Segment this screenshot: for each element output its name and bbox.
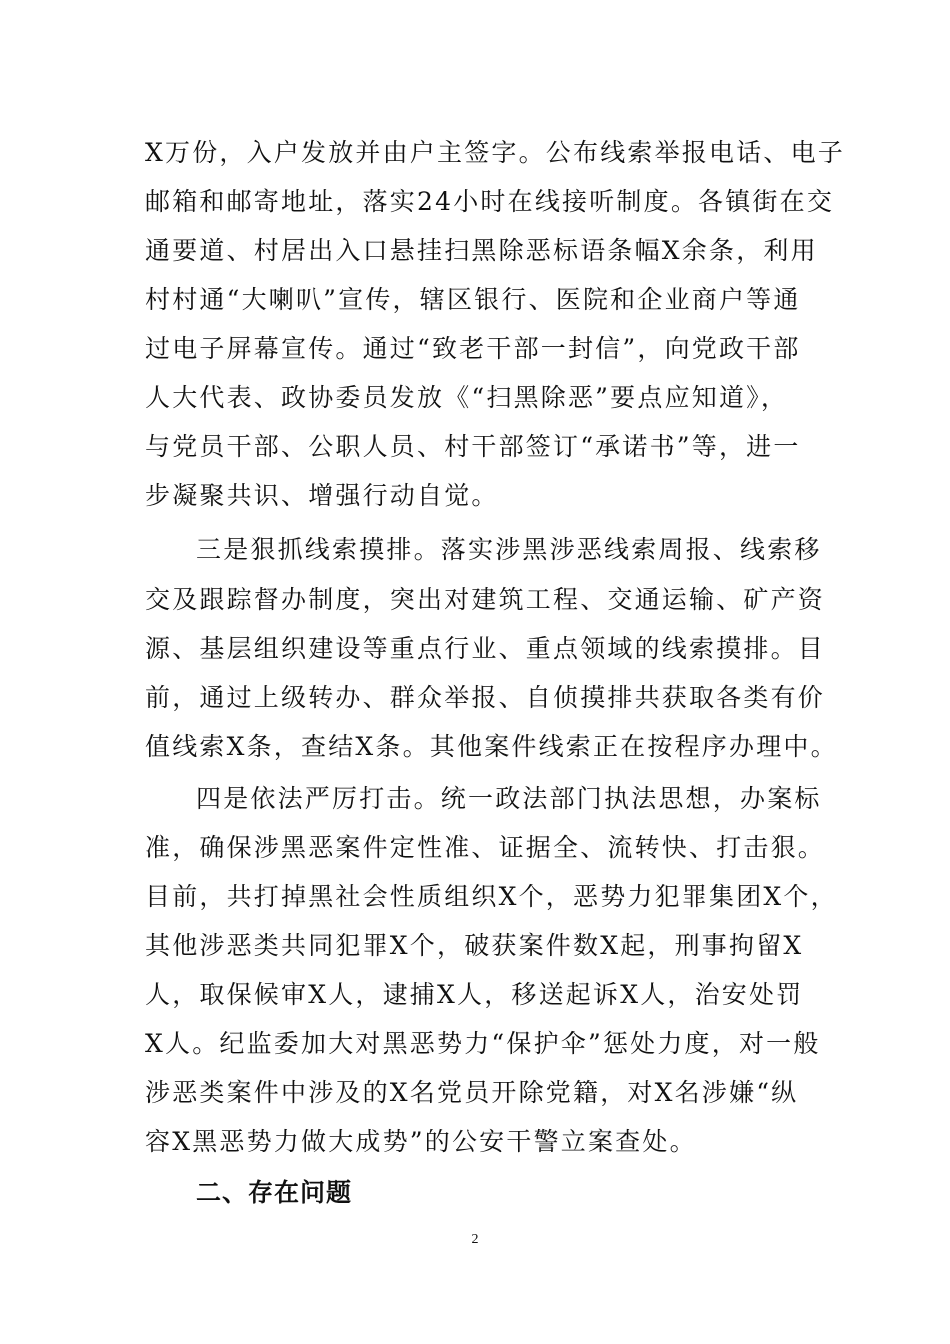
body-text-line: 步凝聚共识、增强行动自觉。 xyxy=(145,481,499,510)
body-text-line: 值线索X条，查结X条。其他案件线索正在按程序办理中。 xyxy=(145,732,838,761)
page-number: 2 xyxy=(471,1232,479,1247)
body-text-line: 前，通过上级转办、群众举报、自侦摸排共获取各类有价 xyxy=(145,683,826,712)
body-text-line: 涉恶类案件中涉及的X名党员开除党籍，对X名涉嫌“纵 xyxy=(145,1078,799,1107)
section-heading: 二、存在问题 xyxy=(196,1178,353,1207)
body-text-line: 村村通“大喇叭”宣传，辖区银行、医院和企业商户等通 xyxy=(145,285,801,314)
body-text-line: 源、基层组织建设等重点行业、重点领域的线索摸排。目 xyxy=(145,634,826,663)
body-text-line: 通要道、村居出入口悬挂扫黑除恶标语条幅X余条，利用 xyxy=(145,236,818,265)
paragraph-first-line: 四是依法严厉打击。统一政法部门执法思想，办案标 xyxy=(196,784,822,813)
body-text-line: 其他涉恶类共同犯罪X个，破获案件数X起，刑事拘留X xyxy=(145,931,804,960)
paragraph-first-line: 三是狠抓线索摸排。落实涉黑涉恶线索周报、线索移 xyxy=(196,535,822,564)
body-text-line: 人，取保候审X人，逮捕X人，移送起诉X人，治安处罚 xyxy=(145,980,804,1009)
body-text-line: 人大代表、政协委员发放《“扫黑除恶”要点应知道》， xyxy=(145,383,789,412)
body-text-line: 目前，共打掉黑社会性质组织X个，恶势力犯罪集团X个， xyxy=(145,882,838,911)
body-text-line: 容X黑恶势力做大成势”的公安干警立案查处。 xyxy=(145,1127,697,1156)
body-text-line: 过电子屏幕宣传。通过“致老干部一封信”，向党政干部 xyxy=(145,334,801,363)
body-text-line: 准，确保涉黑恶案件定性准、证据全、流转快、打击狠。 xyxy=(145,833,826,862)
body-text-line: 交及跟踪督办制度，突出对建筑工程、交通运输、矿产资 xyxy=(145,585,826,614)
body-text-line: X万份，入户发放并由户主签字。公布线索举报电话、电子 xyxy=(145,138,846,167)
body-text-line: 与党员干部、公职人员、村干部签订“承诺书”等，进一 xyxy=(145,432,801,461)
body-text-line: 邮箱和邮寄地址，落实24小时在线接听制度。各镇街在交 xyxy=(145,187,835,216)
body-text-line: X人。纪监委加大对黑恶势力“保护伞”惩处力度，对一般 xyxy=(145,1029,821,1058)
